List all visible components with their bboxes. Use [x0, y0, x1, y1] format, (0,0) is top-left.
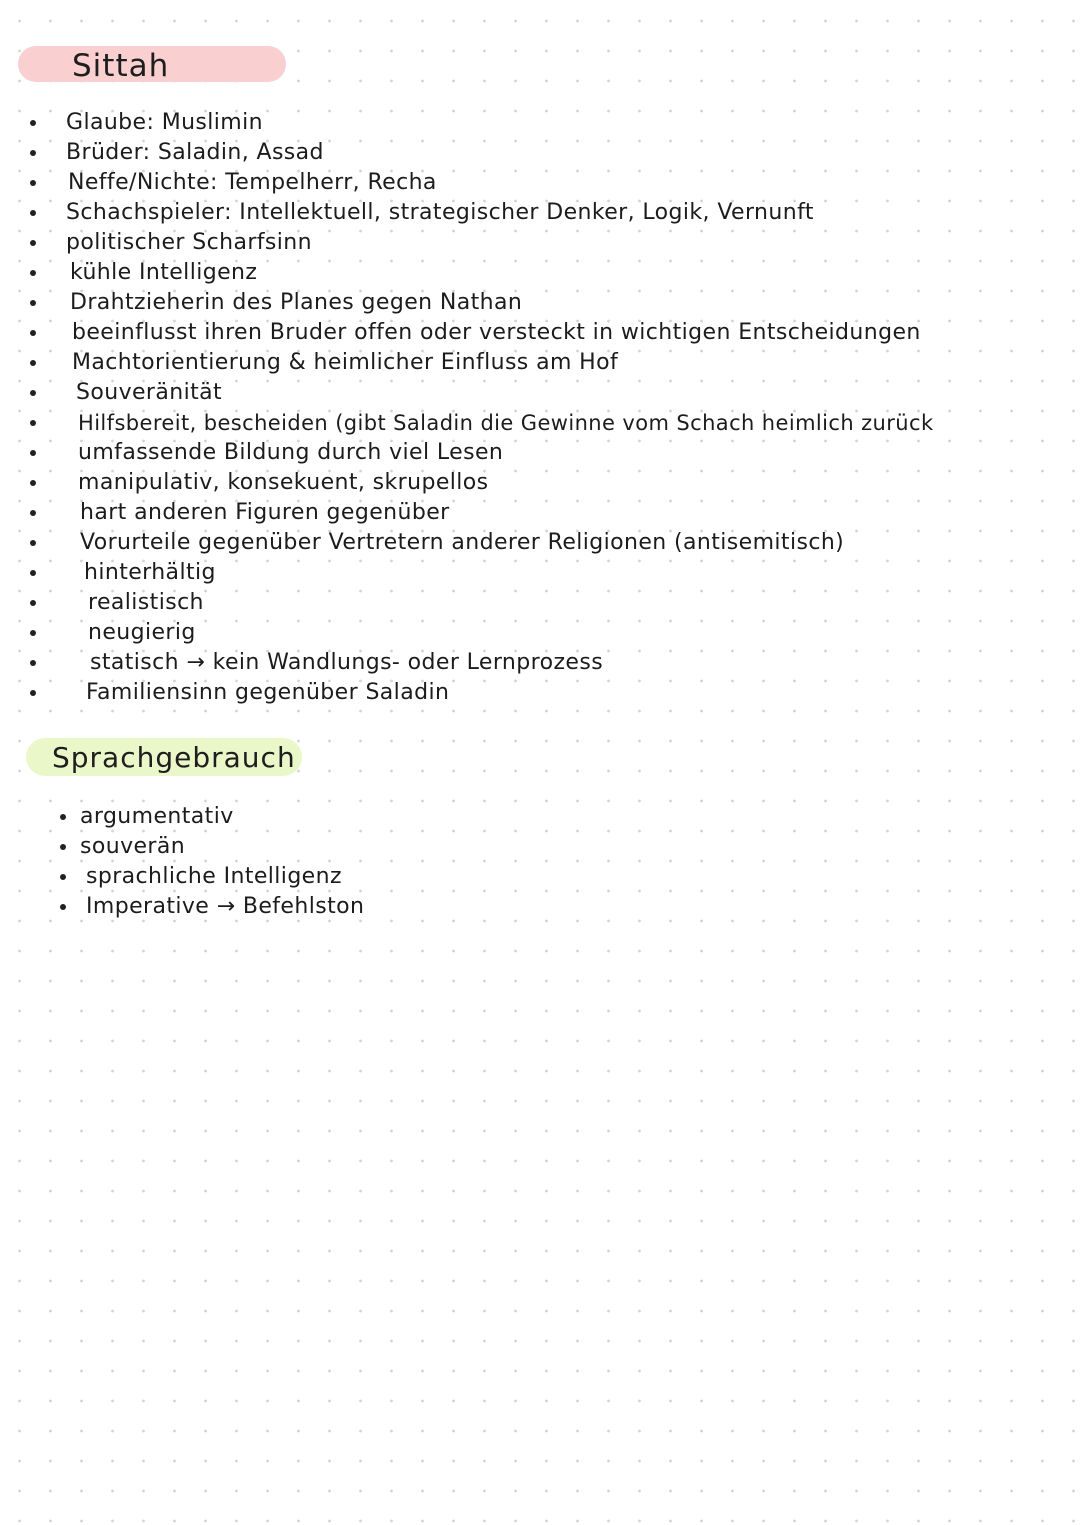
list-item: [0, 198, 1060, 228]
list-item-text: hart anderen Figuren gegenüber: [80, 500, 450, 525]
bullet-dot: [30, 570, 36, 576]
list-item: [0, 318, 1060, 348]
list-item-text: Drahtzieherin des Planes gegen Nathan: [70, 290, 523, 315]
list-item-text: kühle Intelligenz: [70, 260, 258, 285]
bullet-dot: [30, 270, 36, 276]
list-item-text: manipulativ, konsekuent, skrupellos: [78, 470, 489, 495]
list-item: [0, 408, 1060, 438]
bullet-dot: [30, 180, 36, 186]
list-item-text: umfassende Bildung durch viel Lesen: [78, 440, 504, 465]
list-item-text: Glaube: Muslimin: [66, 110, 263, 135]
list-item-text: Hilfsbereit, bescheiden (gibt Saladin die Gewinne vom Schach heimlich zurück: [78, 411, 934, 435]
bullet-dot: [30, 120, 36, 126]
list-item: [0, 288, 1060, 318]
bullet-dot: [30, 480, 36, 486]
bullet-dot: [30, 660, 36, 666]
list-item-text: neugierig: [88, 620, 196, 645]
list-item: [0, 258, 1060, 288]
list-item-text: Brüder: Saladin, Assad: [66, 140, 324, 165]
list-item: [0, 378, 1060, 408]
list-item: [0, 832, 600, 862]
bullet-dot: [60, 874, 66, 880]
list-item-text: sprachliche Intelligenz: [86, 864, 342, 889]
bullet-dot: [30, 450, 36, 456]
list-item-text: beeinflusst ihren Bruder offen oder versteckt in wichtigen Entscheidungen: [72, 320, 921, 345]
list-item: [0, 862, 600, 892]
list-item: [0, 588, 1060, 618]
list-item: [0, 892, 600, 922]
bullet-dot: [30, 540, 36, 546]
list-item: [0, 558, 1060, 588]
bullet-dot: [30, 300, 36, 306]
language-use-list: [0, 802, 600, 922]
list-item: [0, 802, 600, 832]
list-item: [0, 138, 1060, 168]
list-item: [0, 438, 1060, 468]
bullet-dot: [30, 600, 36, 606]
list-item-text: Schachspieler: Intellektuell, strategischer Denker, Logik, Vernunft: [66, 200, 814, 225]
bullet-dot: [30, 360, 36, 366]
bullet-dot: [30, 630, 36, 636]
heading-sittah: Sittah: [18, 46, 286, 82]
list-item-text: Neffe/Nichte: Tempelherr, Recha: [68, 170, 437, 195]
bullet-dot: [30, 420, 36, 426]
list-item-text: Imperative → Befehlston: [86, 894, 365, 919]
characteristics-list: [0, 108, 1060, 708]
heading-sprachgebrauch: Sprachgebrauch: [26, 738, 302, 776]
list-item: [0, 108, 1060, 138]
bullet-dot: [60, 814, 66, 820]
list-item-text: argumentativ: [80, 804, 234, 829]
bullet-dot: [30, 390, 36, 396]
list-item-text: hinterhältig: [84, 560, 216, 585]
list-item-text: Machtorientierung & heimlicher Einfluss am Hof: [72, 350, 619, 375]
bullet-dot: [60, 904, 66, 910]
bullet-dot: [60, 844, 66, 850]
list-item-text: Vorurteile gegenüber Vertretern anderer Religionen (antisemitisch): [80, 530, 845, 555]
list-item-text: Souveränität: [76, 380, 223, 405]
bullet-dot: [30, 240, 36, 246]
list-item: [0, 228, 1060, 258]
list-item: [0, 618, 1060, 648]
bullet-dot: [30, 210, 36, 216]
list-item: [0, 498, 1060, 528]
list-item-text: statisch → kein Wandlungs- oder Lernprozess: [90, 650, 604, 675]
list-item-text: Familiensinn gegenüber Saladin: [86, 680, 450, 705]
list-item-text: realistisch: [88, 590, 204, 615]
list-item: [0, 678, 1060, 708]
bullet-dot: [30, 690, 36, 696]
list-item: [0, 528, 1060, 558]
list-item: [0, 168, 1060, 198]
list-item: [0, 648, 1060, 678]
bullet-dot: [30, 150, 36, 156]
list-item: [0, 468, 1060, 498]
bullet-dot: [30, 510, 36, 516]
list-item: [0, 348, 1060, 378]
list-item-text: souverän: [80, 834, 186, 859]
bullet-dot: [30, 330, 36, 336]
list-item-text: politischer Scharfsinn: [66, 230, 312, 255]
